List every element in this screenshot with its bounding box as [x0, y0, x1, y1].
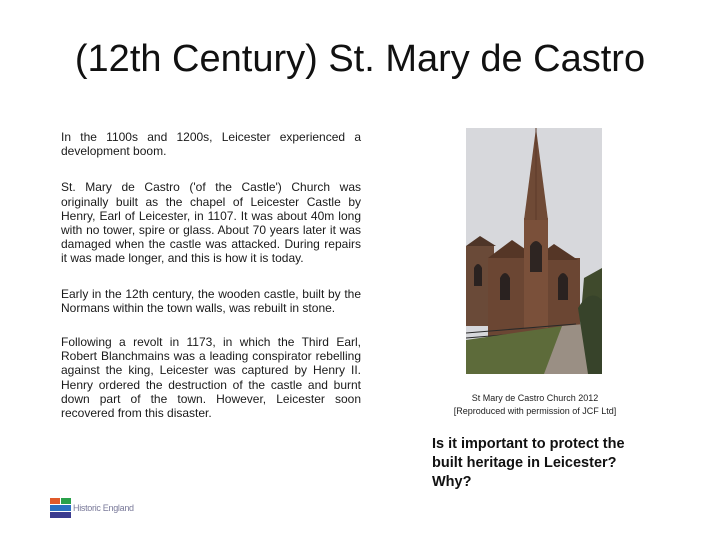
- photo-caption-credit: [Reproduced with permission of JCF Ltd]: [453, 406, 617, 416]
- body-text: [61, 130, 361, 441]
- discussion-question: Is it important to protect the built heritage in Leicester? Why?: [432, 436, 625, 490]
- paragraph-development-boom: In the 1100s and 1200s, Leicester experienced a development boom.: [61, 130, 361, 159]
- church-photo-illustration: [466, 128, 602, 374]
- historic-england-logo-text: Historic England: [73, 503, 134, 513]
- historic-england-logo-icon: [50, 498, 72, 520]
- slide-title: (12th Century) St. Mary de Castro: [74, 38, 646, 80]
- paragraph-castle-rebuilt: Early in the 12th century, the wooden castle, built by the Normans within the town walls, was rebuilt in stone.: [61, 286, 361, 315]
- paragraph-revolt-1173: Following a revolt in 1173, in which the Third Earl, Robert Blanchmains was a leading conspirator rebelling against the king, Leicester was captured by Henry II. Henry ordered the destruction of the castle and burnt down part of the town. However, Leicester soon recovered from this disaster.: [61, 335, 361, 421]
- photo-caption-title: St Mary de Castro Church 2012: [471, 393, 599, 403]
- paragraph-church-history: St. Mary de Castro ('of the Castle') Church was originally built as the chapel of Leicester Castle by Henry, Earl of Leicester, in 1107. It was about 40m long with no tower, spire or glass. About 70 years later it was damaged when the castle was attacked. During repairs it was made longer, and this is how it is today.: [61, 180, 361, 266]
- church-photo: [466, 128, 602, 374]
- photo-caption: [430, 392, 640, 418]
